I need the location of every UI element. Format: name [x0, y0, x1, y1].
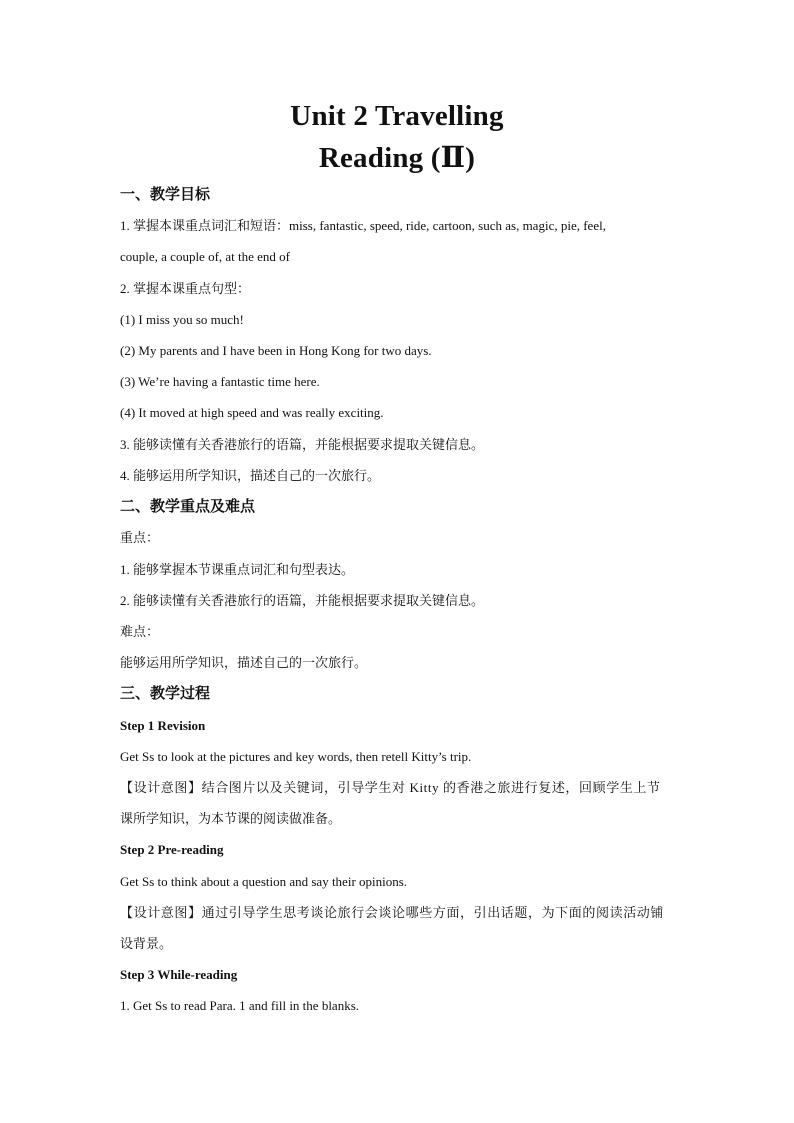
sentence-pattern-4: (4) It moved at high speed and was really exciting. — [120, 405, 384, 420]
key-point-2: 2. 能够读懂有关香港旅行的语篇，并能根据要求提取关键信息。 — [120, 593, 485, 608]
design-intent-1: 【设计意图】结合图片以及关键词，引导学生对 Kitty 的香港之旅进行复述，回顾学生上节 — [120, 780, 661, 795]
objective-2: 2. 掌握本课重点句型： — [120, 281, 251, 296]
difficult-points-label: 难点： — [120, 624, 160, 639]
section-heading-process: 三、教学过程 — [120, 686, 211, 702]
key-points-label: 重点： — [120, 530, 160, 545]
step-3-heading: Step 3 While-reading — [120, 967, 238, 982]
objective-4: 4. 能够运用所学知识，描述自己的一次旅行。 — [120, 468, 381, 483]
key-point-1: 1. 能够掌握本节课重点词汇和句型表达。 — [120, 562, 355, 577]
sentence-pattern-1: (1) I miss you so much! — [120, 312, 244, 327]
difficult-point: 能够运用所学知识，描述自己的一次旅行。 — [120, 655, 368, 670]
sentence-pattern-2: (2) My parents and I have been in Hong Kong for two days. — [120, 343, 432, 358]
objective-1: 1. 掌握本课重点词汇和短语：miss, fantastic, speed, ride, cartoon, such as, magic, pie, feel, — [120, 218, 606, 233]
section-heading-key-points: 二、教学重点及难点 — [120, 499, 256, 515]
sentence-pattern-3: (3) We’re having a fantastic time here. — [120, 374, 320, 389]
step-2-heading: Step 2 Pre-reading — [120, 842, 224, 857]
design-intent-1-continued: 课所学知识，为本节课的阅读做准备。 — [120, 811, 342, 826]
objective-3: 3. 能够读懂有关香港旅行的语篇，并能根据要求提取关键信息。 — [120, 437, 485, 452]
step-1-text: Get Ss to look at the pictures and key words, then retell Kitty’s trip. — [120, 749, 472, 764]
design-intent-2: 【设计意图】通过引导学生思考谈论旅行会谈论哪些方面，引出话题，为下面的阅读活动铺 — [120, 905, 665, 920]
step-3-text: 1. Get Ss to read Para. 1 and fill in the blanks. — [120, 998, 360, 1013]
step-1-heading: Step 1 Revision — [120, 718, 206, 733]
section-heading-objectives: 一、教学目标 — [120, 187, 211, 203]
objective-1-continued: couple, a couple of, at the end of — [120, 249, 291, 264]
document-title: Unit 2 Travelling — [290, 100, 504, 132]
design-intent-2-continued: 设背景。 — [120, 936, 173, 951]
step-2-text: Get Ss to think about a question and say their opinions. — [120, 874, 408, 889]
document-subtitle: Reading (Ⅱ) — [318, 142, 476, 174]
